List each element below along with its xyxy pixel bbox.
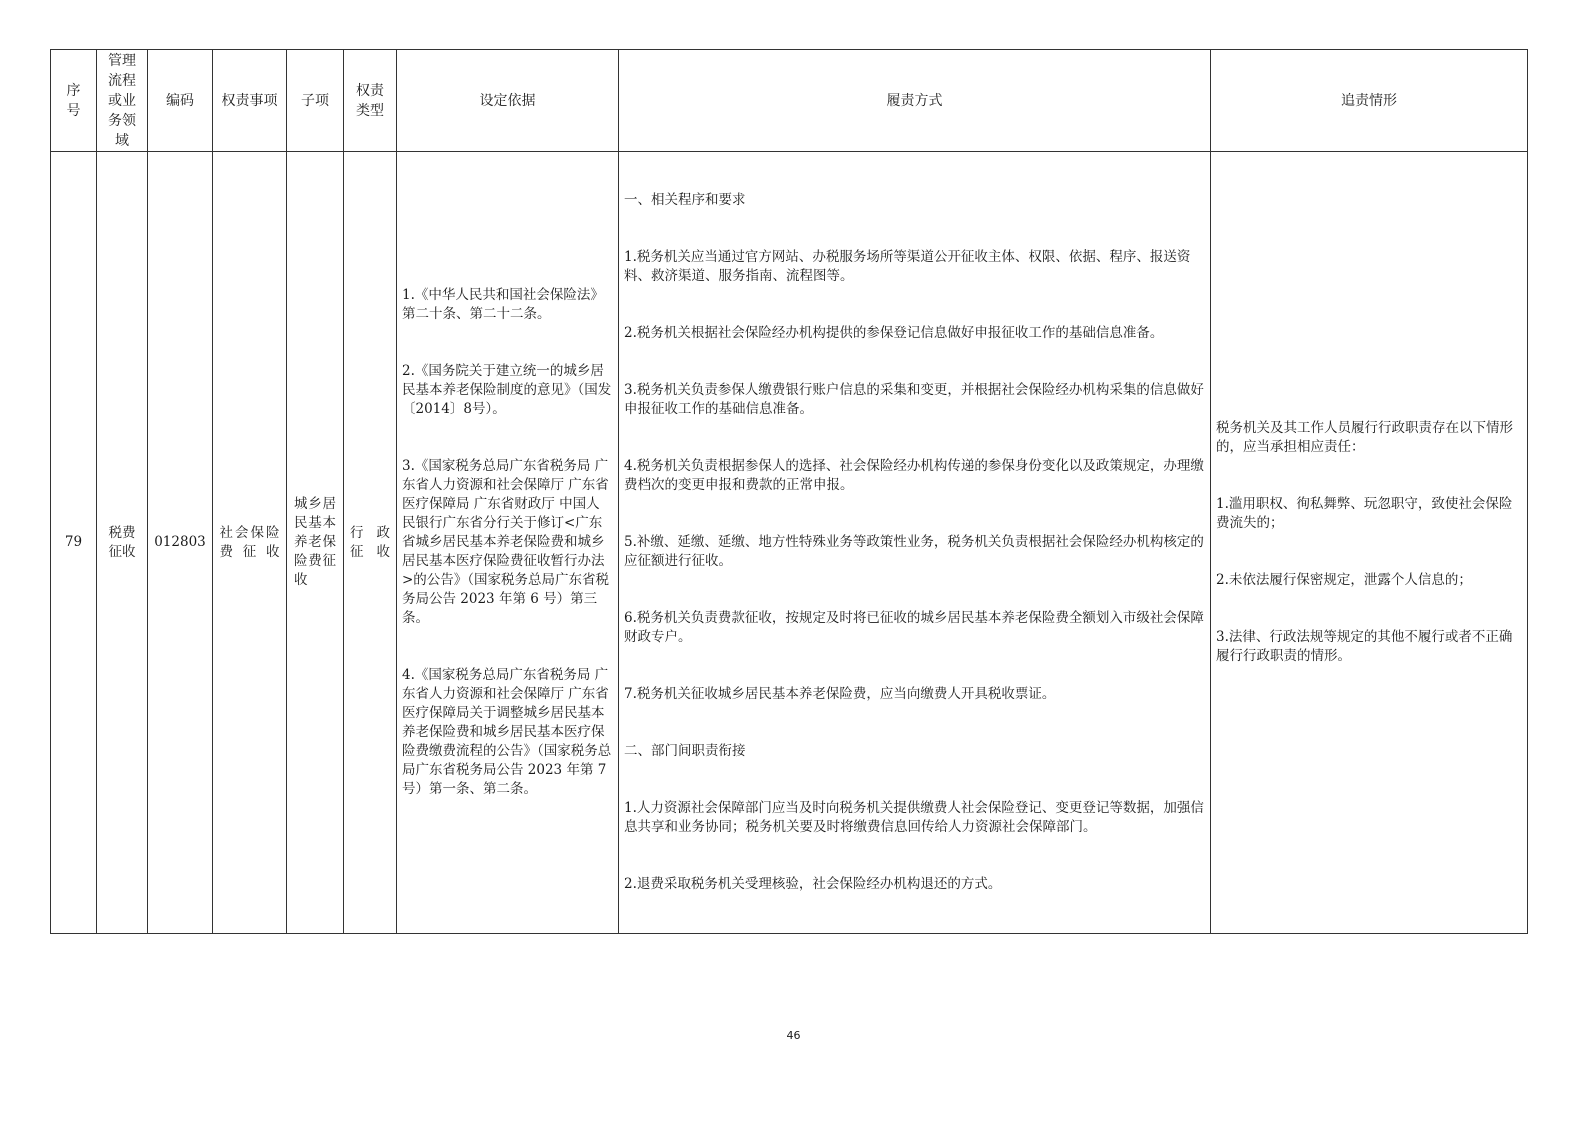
accountability-line: 税务机关及其工作人员履行行政职责存在以下情形的，应当承担相应责任：: [1216, 420, 1513, 455]
method-line: 2.退费采取税务机关受理核验，社会保险经办机构退还的方式。: [624, 876, 1002, 892]
accountability-line: 3.法律、行政法规等规定的其他不履行或者不正确履行行政职责的情形。: [1216, 629, 1513, 664]
accountability-line: 1.滥用职权、徇私舞弊、玩忽职守，致使社会保险费流失的；: [1216, 496, 1513, 531]
cell-accountability: [1211, 152, 1528, 934]
method-line: 7.税务机关征收城乡居民基本养老保险费，应当向缴费人开具税收票证。: [624, 686, 1056, 702]
basis-line: 4.《国家税务总局广东省税务局 广东省人力资源和社会保障厅 广东省医疗保障局关于调整城乡居民基本养老保险费和城乡居民基本医疗保险费缴费流程的公告》（国家税务总局广东省税务局公告 2023 年第 7 号）第一条、第二条。: [402, 667, 612, 797]
basis-line: 1.《中华人民共和国社会保险法》第二十条、第二十二条。: [402, 287, 604, 322]
table-header-row: [51, 50, 1528, 152]
accountability-line: 2.未依法履行保密规定，泄露个人信息的；: [1216, 572, 1472, 588]
header-subitem: 子项: [287, 50, 344, 152]
cell-type: 行政征收: [344, 152, 397, 934]
header-item: 权责事项: [213, 50, 287, 152]
cell-seq: 79: [51, 152, 97, 934]
cell-code: 012803: [148, 152, 213, 934]
table-row: [51, 152, 1528, 934]
cell-subitem: 城乡居民基本养老保险费征收: [287, 152, 344, 934]
method-line: 2.税务机关根据社会保险经办机构提供的参保登记信息做好申报征收工作的基础信息准备。: [624, 325, 1164, 341]
header-domain: 管理流程或业务领域: [97, 50, 148, 152]
cell-method: [619, 152, 1211, 934]
cell-item: 社会保险费征收: [213, 152, 287, 934]
page-number: 46: [786, 1029, 801, 1042]
duty-list-table-container: [50, 49, 1527, 934]
method-line: 1.人力资源社会保障部门应当及时向税务机关提供缴费人社会保险登记、变更登记等数据，加强信息共享和业务协同；税务机关要及时将缴费信息回传给人力资源社会保障部门。: [624, 800, 1204, 835]
cell-basis: [397, 152, 619, 934]
basis-line: 3.《国家税务总局广东省税务局 广东省人力资源和社会保障厅 广东省医疗保障局 广东省财政厅 中国人民银行广东省分行关于修订<广东省城乡居民基本养老保险费和城乡居民基本医疗保险费征收暂行办法>的公告》（国家税务总局广东省税务局公告 2023 年第 6 号）第三条。: [402, 458, 610, 626]
header-method: 履责方式: [619, 50, 1211, 152]
accountability-text: [1211, 380, 1527, 705]
method-line: 一、相关程序和要求: [624, 192, 746, 208]
header-code: 编码: [148, 50, 213, 152]
method-line: 5.补缴、延缴、延缴、地方性特殊业务等政策性业务，税务机关负责根据社会保险经办机构核定的应征额进行征收。: [624, 534, 1204, 569]
basis-line: 2.《国务院关于建立统一的城乡居民基本养老保险制度的意见》（国发〔2014〕8号）。: [402, 363, 612, 417]
header-accountability: 追责情形: [1211, 50, 1528, 152]
duty-list-table: [50, 49, 1528, 934]
method-line: 二、部门间职责衔接: [624, 743, 746, 759]
cell-domain: 税费征收: [97, 152, 148, 934]
method-text: [619, 152, 1210, 933]
method-line: 3.税务机关负责参保人缴费银行账户信息的采集和变更，并根据社会保险经办机构采集的信息做好申报征收工作的基础信息准备。: [624, 382, 1204, 417]
method-line: 1.税务机关应当通过官方网站、办税服务场所等渠道公开征收主体、权限、依据、程序、报送资料、救济渠道、服务指南、流程图等。: [624, 249, 1191, 284]
header-basis: 设定依据: [397, 50, 619, 152]
method-line: 4.税务机关负责根据参保人的选择、社会保险经办机构传递的参保身份变化以及政策规定，办理缴费档次的变更申报和费款的正常申报。: [624, 458, 1204, 493]
method-line: 6.税务机关负责费款征收，按规定及时将已征收的城乡居民基本养老保险费全额划入市级社会保障财政专户。: [624, 610, 1204, 645]
basis-text: [397, 247, 618, 838]
header-type: 权责类型: [344, 50, 397, 152]
header-seq: 序号: [51, 50, 97, 152]
